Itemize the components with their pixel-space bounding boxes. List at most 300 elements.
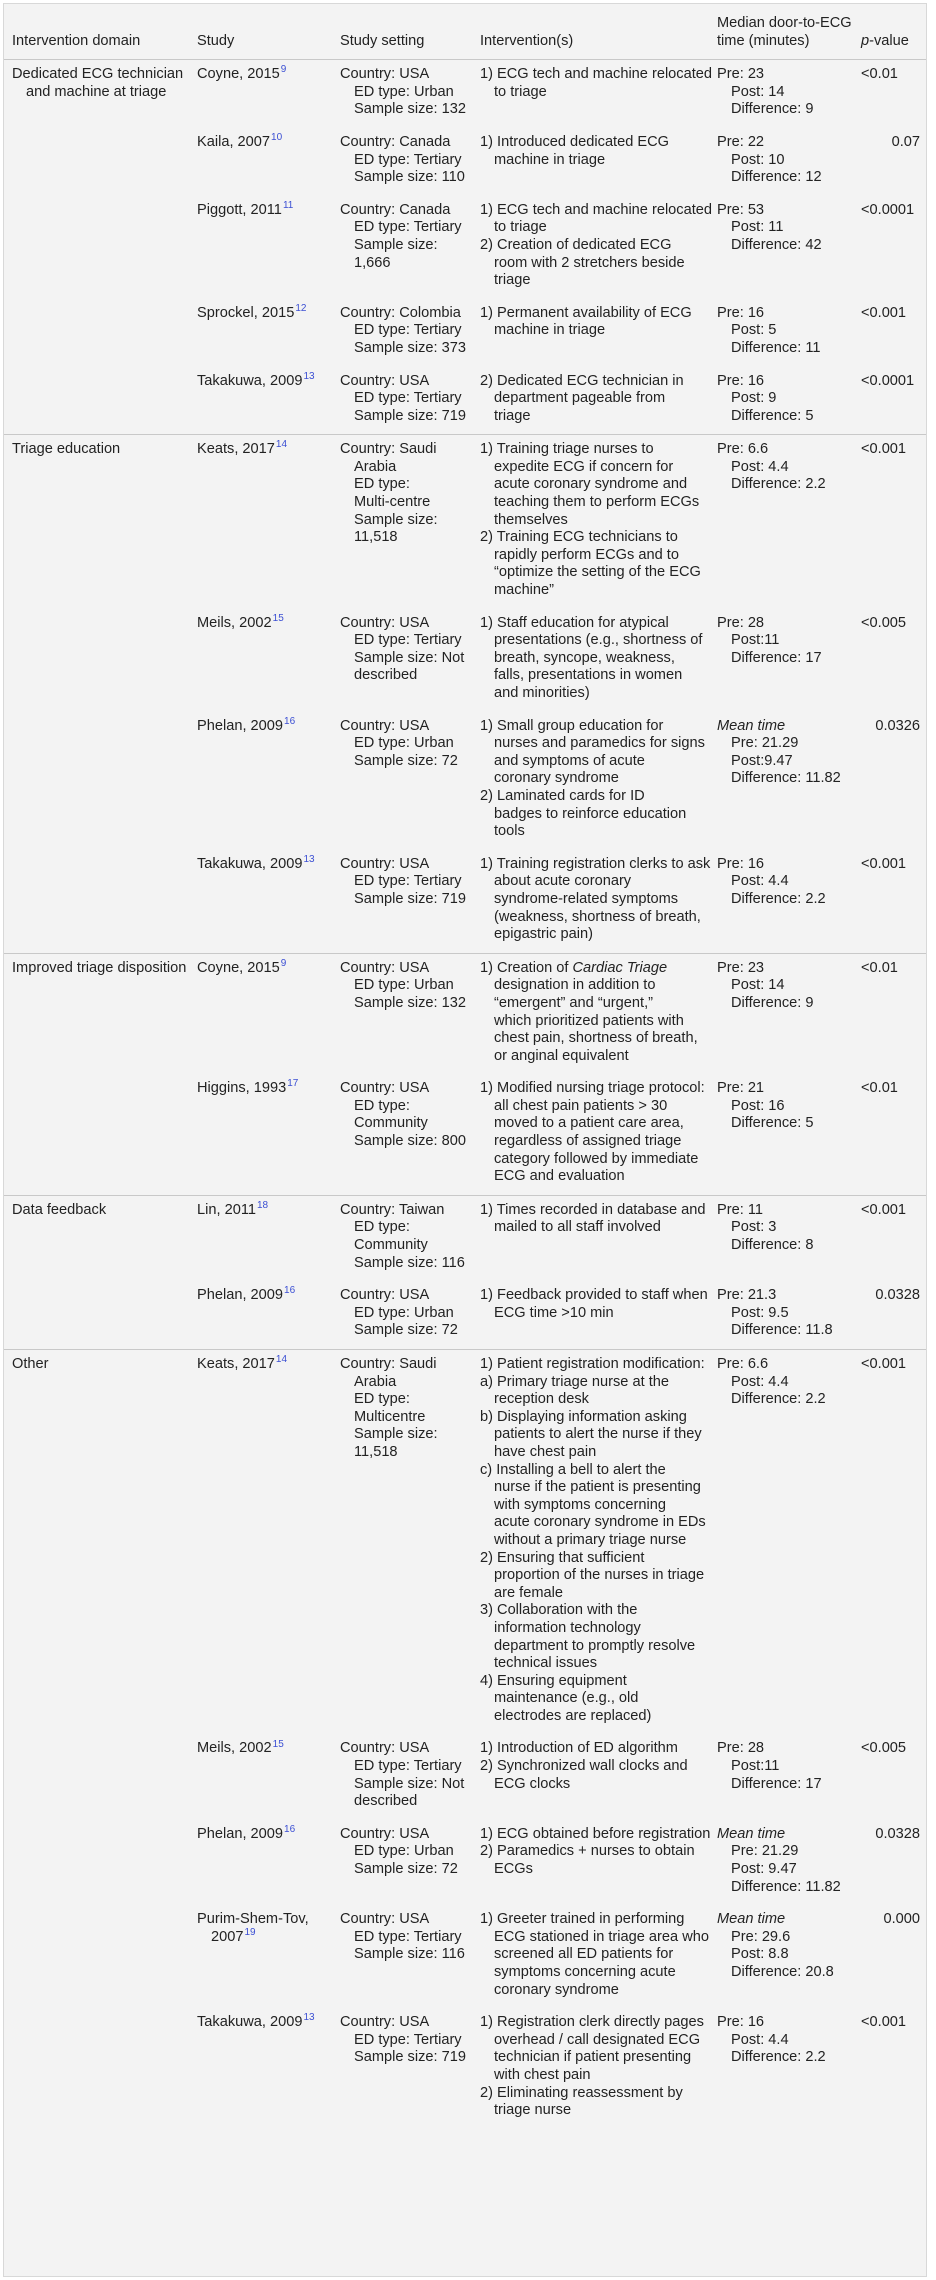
header-pvalue (861, 4, 926, 60)
median-line: Difference: 12 (731, 169, 822, 186)
median-line: Post: 11 (731, 219, 784, 236)
cell-intervention (480, 299, 717, 367)
study-text: 2007 (211, 1928, 244, 1945)
study-text: Takakuwa, 2009 (197, 2014, 303, 2031)
cell-domain (4, 712, 197, 850)
intervention-line: presentations (e.g., shortness of (494, 632, 703, 649)
median-line: Post: 3 (731, 1219, 777, 1236)
setting-line: Country: USA (340, 1740, 430, 1757)
intervention-line: themselves (494, 511, 568, 528)
cell-median (717, 953, 861, 1074)
domain-label: Dedicated ECG technician (12, 66, 184, 83)
reference-link[interactable]: 17 (287, 1078, 299, 1090)
intervention-line: tools (494, 823, 525, 840)
study-name (197, 66, 340, 84)
table-row (4, 609, 926, 712)
cell-setting (340, 128, 480, 196)
reference-link[interactable]: 15 (272, 1738, 284, 1750)
intervention-line: which prioritized patients with (494, 1012, 684, 1029)
setting-line: described (354, 667, 418, 684)
cell-setting (340, 1905, 480, 2008)
setting-line: ED type: Tertiary (354, 151, 462, 168)
intervention-line: a) Primary triage nurse at the (480, 1373, 669, 1390)
intervention-line: designation in addition to (494, 977, 656, 994)
median-line: Post: 4.4 (731, 2031, 789, 2048)
median-line: Pre: 22 (717, 133, 765, 150)
intervention-line: c) Installing a bell to alert the (480, 1461, 666, 1478)
study-name (197, 1911, 340, 1929)
table-row (4, 953, 926, 1074)
median-line: Difference: 5 (731, 1115, 814, 1132)
reference-link[interactable]: 14 (275, 439, 288, 451)
intervention-line: 4) Ensuring equipment (480, 1672, 627, 1689)
intervention-line: triage nurse (494, 2102, 572, 2119)
study-text: Higgins, 1993 (197, 1080, 287, 1097)
cell-median (717, 1350, 861, 1735)
table-row (4, 60, 926, 128)
cell-setting (340, 953, 480, 1074)
reference-link[interactable]: 9 (280, 64, 287, 76)
intervention-line: b) Displaying information asking (480, 1408, 687, 1425)
median-line: Post: 4.4 (731, 873, 789, 890)
cell-study (197, 299, 340, 367)
study-name (197, 302, 340, 323)
cell-study (197, 1905, 340, 2008)
reference-link[interactable]: 14 (275, 1354, 288, 1366)
pvalue: <0.001 (861, 304, 907, 321)
median-line: Pre: 16 (717, 304, 765, 321)
study-text: Takakuwa, 2009 (197, 372, 303, 389)
setting-line: Country: Taiwan (340, 1201, 445, 1218)
cell-study (197, 60, 340, 128)
median-line: Pre: 16 (717, 855, 765, 872)
intervention-line: 2) Laminated cards for ID (480, 787, 645, 804)
table-header-row (4, 4, 926, 60)
cell-median (717, 196, 861, 299)
cell-intervention (480, 435, 717, 609)
study-text: Keats, 2017 (197, 1356, 275, 1372)
study-text: Takakuwa, 2009 (197, 855, 303, 872)
pvalue: <0.001 (861, 441, 907, 458)
cell-domain (4, 1350, 197, 1735)
cell-intervention (480, 1734, 717, 1819)
cell-domain (4, 367, 197, 435)
study-text: Keats, 2017 (197, 441, 275, 458)
study-name (197, 1080, 340, 1098)
cell-pvalue (861, 1074, 926, 1195)
reference-link[interactable]: 11 (282, 199, 294, 211)
study-name (197, 441, 340, 459)
intervention-line: 2) Training ECG technicians to (480, 529, 678, 546)
cell-median (717, 1905, 861, 2008)
cell-pvalue (861, 367, 926, 435)
header-pvalue-rest: -value (869, 32, 909, 49)
cell-domain (4, 1905, 197, 2008)
setting-line: Sample size: 72 (354, 1861, 458, 1878)
intervention-line: department to promptly resolve (494, 1637, 696, 1654)
table-row (4, 1074, 926, 1195)
median-line: Post: 10 (731, 151, 785, 168)
setting-line: ED type: Urban (354, 83, 454, 100)
median-line: Difference: 2.2 (731, 1391, 826, 1408)
setting-line: Country: USA (340, 1911, 430, 1928)
reference-link[interactable]: 13 (303, 370, 315, 382)
cell-setting (340, 712, 480, 850)
cell-intervention (480, 128, 717, 196)
cell-study (197, 128, 340, 196)
intervention-line: proportion of the nurses in triage (494, 1567, 705, 1584)
reference-link[interactable]: 13 (303, 2012, 315, 2024)
cell-pvalue (861, 128, 926, 196)
study-text: Purim-Shem-Tov, (197, 1911, 309, 1928)
setting-line: ED type: (354, 1391, 410, 1408)
cell-domain (4, 435, 197, 609)
reference-link[interactable]: 19 (244, 1926, 256, 1938)
median-line: Pre: 21.29 (731, 735, 799, 752)
reference-link[interactable]: 16 (284, 1823, 296, 1835)
intervention-line: without a primary triage nurse (494, 1531, 687, 1548)
cell-intervention (480, 367, 717, 435)
cell-median (717, 299, 861, 367)
reference-link[interactable]: 10 (271, 132, 283, 144)
setting-line: Country: USA (340, 372, 430, 389)
pvalue: <0.0001 (861, 201, 915, 218)
median-line: Post: 14 (731, 977, 785, 994)
intervention-line: 2) Paramedics + nurses to obtain (480, 1843, 695, 1860)
cell-domain (4, 1734, 197, 1819)
setting-line: Sample size: 719 (354, 890, 466, 907)
pvalue: 0.0326 (875, 717, 920, 734)
cell-study (197, 435, 340, 609)
median-line: Post:11 (731, 1758, 780, 1775)
intervention-line: machine in triage (494, 151, 606, 168)
cell-domain (4, 1820, 197, 1905)
setting-line: ED type: (354, 1097, 410, 1114)
reference-link[interactable]: 13 (303, 853, 315, 865)
intervention-line: 1) Introduced dedicated ECG (480, 133, 670, 150)
cell-median (717, 1281, 861, 1349)
cell-domain (4, 196, 197, 299)
cell-pvalue (861, 1734, 926, 1819)
setting-line: Community (354, 1237, 428, 1254)
intervention-line: department pageable from (494, 390, 666, 407)
intervention-line: 2) Creation of dedicated ECG (480, 236, 672, 253)
pvalue: <0.01 (861, 66, 898, 83)
setting-line: Sample size: 72 (354, 752, 458, 769)
header-median (717, 4, 861, 60)
pvalue: <0.001 (861, 1356, 907, 1372)
cell-study (197, 367, 340, 435)
median-line: Pre: 11 (717, 1201, 763, 1218)
median-line: Post: 8.8 (731, 1946, 789, 1963)
intervention-line: 1) ECG tech and machine relocated (480, 201, 713, 218)
setting-line: Sample size: 72 (354, 1322, 458, 1339)
median-line: Difference: 42 (731, 236, 822, 253)
cell-study (197, 1350, 340, 1735)
study-name (197, 199, 340, 220)
setting-line: Sample size: Not (354, 649, 465, 666)
setting-line: Country: Saudi (340, 441, 437, 458)
setting-line: ED type: Tertiary (354, 322, 462, 339)
cell-median (717, 1734, 861, 1819)
intervention-line: all chest pain patients > 30 (494, 1097, 668, 1114)
cell-pvalue (861, 196, 926, 299)
intervention-line: information technology (494, 1619, 641, 1636)
reference-link[interactable]: 12 (295, 302, 307, 314)
intervention-line: 2) Dedicated ECG technician in (480, 372, 684, 389)
median-line: Difference: 17 (731, 1775, 822, 1792)
cell-study (197, 2008, 340, 2129)
intervention-line: expedite ECG if concern for (494, 458, 674, 475)
median-line: Post:9.47 (731, 752, 793, 769)
cell-study (197, 850, 340, 953)
intervention-line: symptoms concerning acute (494, 1964, 676, 1980)
setting-line: Country: USA (340, 717, 430, 734)
table-body (4, 60, 926, 2129)
intervention-line: 1) Registration clerk directly pages (480, 2014, 704, 2031)
cell-setting (340, 609, 480, 712)
cell-pvalue (861, 1905, 926, 2008)
setting-line: Multi-centre (354, 494, 431, 511)
header-interventions: Intervention(s) (480, 4, 717, 60)
cell-study (197, 609, 340, 712)
intervention-line: patients to alert the nurse if they (494, 1426, 702, 1443)
setting-line: Country: USA (340, 1287, 430, 1304)
intervention-line: 1) ECG tech and machine relocated (480, 66, 713, 83)
study-name (197, 612, 340, 633)
intervention-line: reception desk (494, 1391, 589, 1408)
median-line: Pre: 16 (717, 372, 765, 389)
cell-median (717, 1074, 861, 1195)
header-domain: Intervention domain (4, 4, 197, 60)
median-line: Pre: 28 (717, 614, 765, 631)
domain-label: Triage education (12, 441, 121, 458)
header-pvalue-p: p (861, 32, 870, 49)
setting-line: Country: Canada (340, 201, 451, 218)
study-text: Phelan, 2009 (197, 717, 284, 734)
intervention-line: epigastric pain) (494, 926, 593, 943)
cell-intervention (480, 1195, 717, 1281)
pvalue: <0.005 (861, 1740, 907, 1757)
intervention-line: ECG stationed in triage area who (494, 1928, 709, 1945)
intervention-line: rapidly perform ECGs and to (494, 546, 679, 563)
cell-setting (340, 1820, 480, 1905)
setting-line: 11,518 (354, 529, 398, 546)
mean-time-label: Mean time (717, 717, 786, 734)
median-line: Difference: 11 (731, 339, 821, 356)
cell-intervention (480, 850, 717, 953)
cell-study (197, 1734, 340, 1819)
mean-time-label: Mean time (717, 1825, 786, 1842)
cell-median (717, 435, 861, 609)
intervention-line: 1) Training triage nurses to (480, 441, 654, 458)
setting-line: ED type: Tertiary (354, 1758, 462, 1775)
intervention-line: about acute coronary (494, 873, 632, 890)
setting-line: Sample size: 132 (354, 994, 466, 1011)
intervention-line: regardless of assigned triage (494, 1133, 682, 1150)
cell-domain (4, 128, 197, 196)
cell-setting (340, 1195, 480, 1281)
setting-line: Sample size: 116 (354, 1254, 465, 1271)
setting-line: 1,666 (354, 254, 391, 271)
intervention-line: screened all ED patients for (494, 1946, 674, 1963)
study-text: Piggott, 2011 (197, 201, 282, 218)
cell-median (717, 712, 861, 850)
median-line: Pre: 21.3 (717, 1287, 777, 1304)
median-line: Difference: 20.8 (731, 1964, 834, 1980)
pvalue: <0.01 (861, 959, 898, 976)
intervention-line: ECG time >10 min (494, 1304, 614, 1321)
cell-study (197, 1281, 340, 1349)
reference-link[interactable]: 16 (284, 715, 296, 727)
setting-line: Sample size: 373 (354, 339, 466, 356)
intervention-line: 3) Collaboration with the (480, 1602, 638, 1619)
setting-line: ED type: Tertiary (354, 219, 462, 236)
cell-pvalue (861, 850, 926, 953)
median-line: Pre: 28 (717, 1740, 765, 1757)
cell-setting (340, 196, 480, 299)
cell-setting (340, 367, 480, 435)
median-line: Post: 4.4 (731, 1373, 789, 1390)
median-line: Post: 9.5 (731, 1304, 789, 1321)
setting-line: ED type: Urban (354, 735, 454, 752)
table-row (4, 1905, 926, 2008)
intervention-line: technical issues (494, 1655, 598, 1672)
setting-line: Country: Canada (340, 133, 451, 150)
median-line: Difference: 11.82 (731, 770, 841, 787)
intervention-line: 1) Patient registration modification: (480, 1356, 705, 1372)
reference-link[interactable]: 18 (256, 1199, 269, 1211)
intervention-line: to triage (494, 219, 547, 236)
table-row (4, 196, 926, 299)
intervention-line: are female (494, 1584, 563, 1601)
cell-domain (4, 2008, 197, 2129)
cell-intervention (480, 609, 717, 712)
setting-line: 11,518 (354, 1443, 398, 1460)
setting-line: ED type: Tertiary (354, 632, 462, 649)
cell-study (197, 1195, 340, 1281)
setting-line: Sample size: 719 (354, 407, 466, 424)
cell-pvalue (861, 299, 926, 367)
intervention-table (4, 4, 926, 2129)
pvalue: 0.0328 (875, 1825, 920, 1842)
intervention-line: with chest pain (494, 2066, 591, 2083)
cell-pvalue (861, 60, 926, 128)
cell-pvalue (861, 435, 926, 609)
setting-line: Country: Saudi (340, 1356, 437, 1372)
intervention-line: to triage (494, 83, 547, 100)
setting-line: ED type: (354, 1219, 410, 1236)
cell-pvalue (861, 1195, 926, 1281)
setting-line: Sample size: (354, 1426, 438, 1443)
median-line: Pre: 21 (717, 1080, 765, 1097)
study-text: Phelan, 2009 (197, 1825, 284, 1842)
cell-domain (4, 60, 197, 128)
intervention-line: “optimize the setting of the ECG (494, 564, 701, 581)
median-line: Post: 9.47 (731, 1861, 797, 1878)
intervention-line: 1) Staff education for atypical (480, 614, 669, 631)
setting-line: Sample size: 719 (354, 2049, 466, 2066)
cell-domain (4, 1195, 197, 1281)
intervention-line: 2) Ensuring that sufficient (480, 1549, 645, 1566)
intervention-line: category followed by immediate (494, 1150, 699, 1167)
cell-median (717, 609, 861, 712)
intervention-line: teaching them to perform ECGs (494, 494, 700, 511)
intervention-line: triage (494, 407, 531, 424)
header-study: Study (197, 4, 340, 60)
intervention-line: ECG clocks (494, 1775, 571, 1792)
study-name (197, 1356, 340, 1374)
study-text: Meils, 2002 (197, 1740, 272, 1757)
median-line: Pre: 23 (717, 959, 765, 976)
cell-median (717, 367, 861, 435)
pvalue: 0.07 (891, 133, 920, 150)
intervention-line: coronary syndrome (494, 1981, 619, 1998)
intervention-line: acute coronary syndrome in EDs (494, 1514, 706, 1531)
intervention-line: 1) Greeter trained in performing (480, 1911, 685, 1928)
study-text: Sprockel, 2015 (197, 304, 295, 321)
cell-intervention (480, 196, 717, 299)
intervention-line: and minorities) (494, 685, 590, 701)
intervention-line: with symptoms concerning (494, 1496, 666, 1513)
cell-median (717, 60, 861, 128)
setting-line: Country: USA (340, 959, 430, 976)
pvalue: <0.0001 (861, 372, 915, 389)
intervention-line: 2) Eliminating reassessment by (480, 2084, 683, 2101)
intervention-line: mailed to all staff involved (494, 1219, 661, 1236)
study-name (197, 853, 340, 874)
cell-study (197, 712, 340, 850)
study-text: Kaila, 2007 (197, 133, 271, 150)
cell-domain (4, 299, 197, 367)
pvalue: <0.005 (861, 614, 907, 631)
table-row (4, 128, 926, 196)
cell-pvalue (861, 712, 926, 850)
intervention-line: overhead / call designated ECG (494, 2031, 701, 2048)
median-line: Difference: 2.2 (731, 2049, 826, 2066)
cell-domain (4, 850, 197, 953)
table-row (4, 2008, 926, 2129)
intervention-line: (weakness, shortness of breath, (494, 908, 701, 925)
table-row (4, 850, 926, 953)
table-row (4, 299, 926, 367)
cell-pvalue (861, 1820, 926, 1905)
intervention-line: acute coronary syndrome and (494, 476, 688, 493)
reference-link[interactable]: 15 (272, 612, 284, 624)
median-line: Pre: 53 (717, 201, 765, 218)
median-line: Difference: 8 (731, 1237, 814, 1254)
setting-line: Country: Colombia (340, 304, 461, 321)
reference-link[interactable]: 9 (280, 957, 287, 969)
setting-line: Sample size: 800 (354, 1133, 466, 1150)
setting-line: Sample size: 116 (354, 1946, 465, 1963)
pvalue: <0.001 (861, 855, 907, 872)
header-median-line1: Median door-to-ECG (717, 15, 852, 31)
intervention-line: 1) Modified nursing triage protocol: (480, 1080, 705, 1097)
cell-intervention (480, 1905, 717, 2008)
intervention-line: nurses and paramedics for signs (494, 735, 705, 752)
study-text: Meils, 2002 (197, 614, 272, 631)
reference-link[interactable]: 16 (284, 1285, 296, 1297)
cell-study (197, 1074, 340, 1195)
domain-label: Data feedback (12, 1201, 107, 1218)
cell-intervention (480, 953, 717, 1074)
setting-line: ED type: Tertiary (354, 873, 462, 890)
setting-line: Arabia (354, 458, 397, 475)
intervention-line: syndrome-related symptoms (494, 890, 679, 907)
cell-setting (340, 850, 480, 953)
cell-setting (340, 1281, 480, 1349)
